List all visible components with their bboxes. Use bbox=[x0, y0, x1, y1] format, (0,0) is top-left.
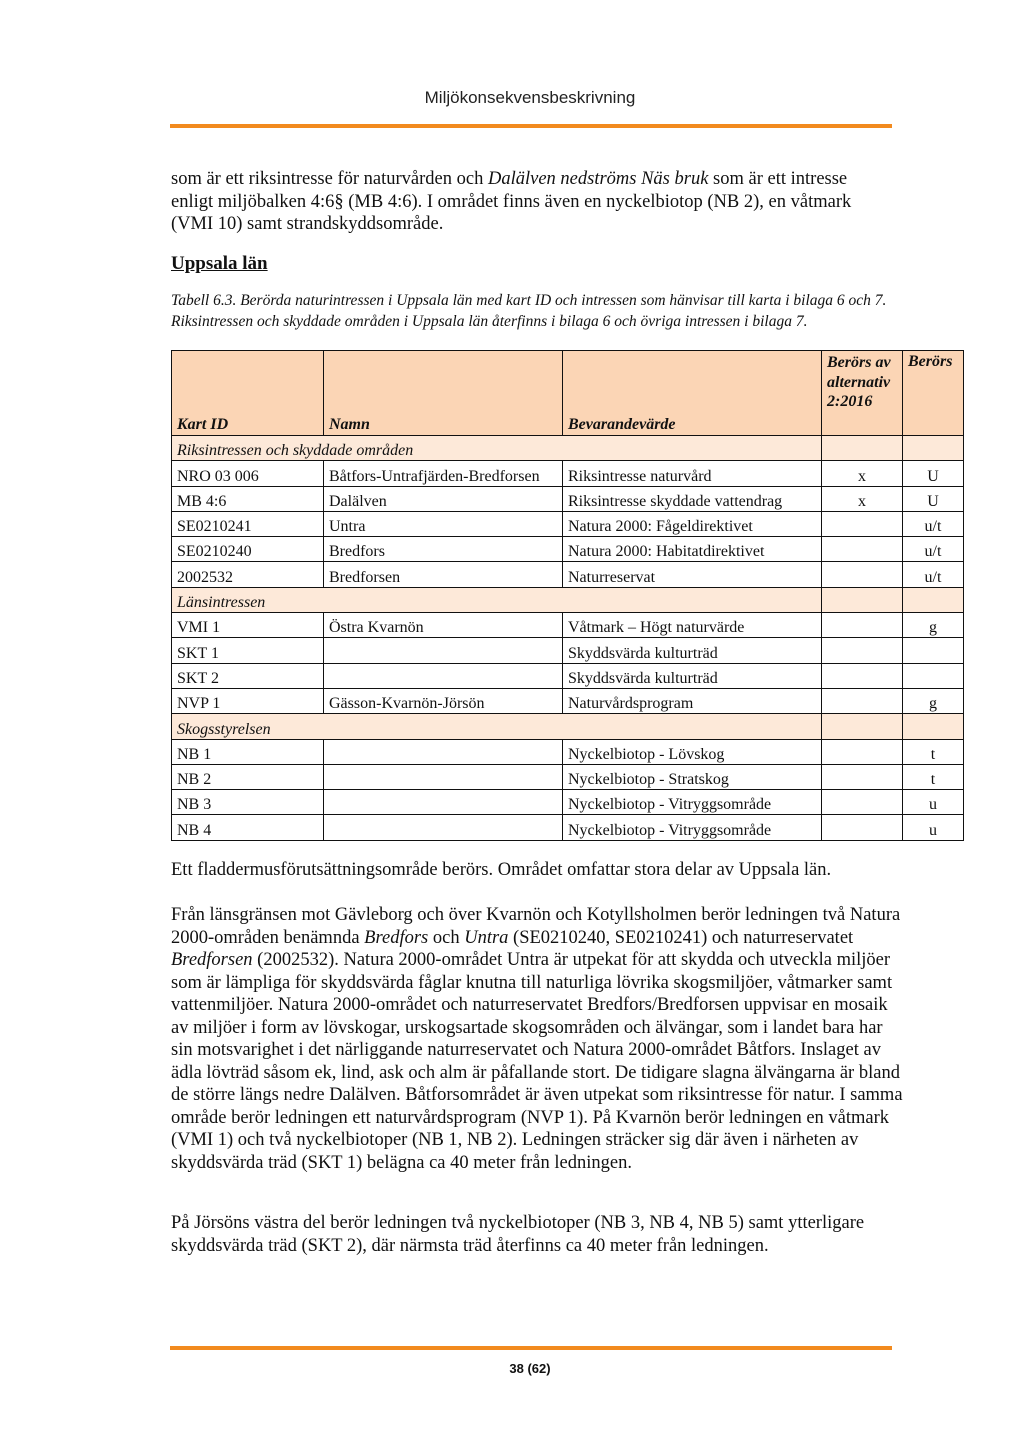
cell-kart-id: NVP 1 bbox=[172, 688, 324, 713]
paragraph-text: (2002532). Natura 2000-området Untra är utpekat för att skydda och utveckla miljöer som är lämpliga för skyddsvärda fåglar knutna till naturliga lövrika skogsmiljöer, våtmarker samt vattenmiljöer. Natura 2000-området och naturreservatet Bredfors/Bredforsen uppvisar en mosaik av miljöer i form av lövskogar, urskogsartade skogsområden och älvängar, som i landet bara har sin motsvarighet i det närliggande naturreservatet och Natura 2000-området Båtfors. Inslaget av ädla lövträd såsom ek, lind, ask och alm är påfallande stort. De tidigare slagna älvängarna är bland de större längs nedre Dalälven. Båtforsområdet är även utpekat som riksintresse för natur. I samma område berör ledningen ett naturvårdsprogram (NVP 1). På Kvarnön berör ledningen en våtmark (VMI 1) och två nyckelbiotoper (NB 1, NB 2). Ledningen sträcker sig där även i närheten av skyddsvärda träd (SKT 1) belägna ca 40 meter från ledningen. bbox=[171, 950, 903, 1173]
italic-name: Bredfors bbox=[364, 927, 429, 948]
cell-berors-alternativ bbox=[822, 663, 903, 688]
intro-text-1: som är ett riksintresse för naturvården och bbox=[171, 169, 488, 189]
cell-berors-alternativ bbox=[822, 764, 903, 789]
paragraph-text: På Jörsöns västra del berör ledningen två nyckelbiotoper (NB 3, NB 4, NB 5) samt ytterligare skyddsvärda träd (SKT 2), där närmsta träd återfinns ca 40 meter från ledningen. bbox=[171, 1213, 865, 1256]
cell-berors: u/t bbox=[903, 511, 964, 536]
cell-kart-id: SE0210240 bbox=[172, 537, 324, 562]
natural-interests-table bbox=[171, 350, 964, 841]
cell-berors: g bbox=[903, 613, 964, 638]
footer-rule bbox=[170, 1346, 892, 1350]
cell-berors: u/t bbox=[903, 537, 964, 562]
cell-kart-id: NRO 03 006 bbox=[172, 461, 324, 486]
cell-namn: Bredfors bbox=[324, 537, 563, 562]
cell-bevarandevarde: Naturreservat bbox=[563, 562, 822, 587]
cell-bevarandevarde: Skyddsvärda kulturträd bbox=[563, 663, 822, 688]
cell-bevarandevarde: Nyckelbiotop - Vitryggsområde bbox=[563, 815, 822, 840]
table-header-row bbox=[172, 351, 964, 436]
cell-berors: t bbox=[903, 739, 964, 764]
body-paragraph bbox=[171, 904, 906, 1174]
table-row bbox=[172, 511, 964, 536]
group-label: Riksintressen och skyddade områden bbox=[172, 436, 822, 461]
cell-kart-id: 2002532 bbox=[172, 562, 324, 587]
cell-namn bbox=[324, 815, 563, 840]
cell-berors: U bbox=[903, 461, 964, 486]
table-row bbox=[172, 537, 964, 562]
intro-paragraph bbox=[171, 168, 891, 236]
cell-berors: u bbox=[903, 815, 964, 840]
cell-kart-id: SE0210241 bbox=[172, 511, 324, 536]
cell-bevarandevarde: Natura 2000: Habitatdirektivet bbox=[563, 537, 822, 562]
cell-bevarandevarde: Natura 2000: Fågeldirektivet bbox=[563, 511, 822, 536]
group-row bbox=[172, 587, 964, 612]
cell-berors-alternativ bbox=[822, 790, 903, 815]
table-row bbox=[172, 739, 964, 764]
paragraph-text: Ett fladdermusförutsättningsområde berörs. Området omfattar stora delar av Uppsala län. bbox=[171, 860, 832, 880]
cell-berors-alternativ bbox=[822, 688, 903, 713]
cell-kart-id: VMI 1 bbox=[172, 613, 324, 638]
cell-namn: Gässon-Kvarnön-Jörsön bbox=[324, 688, 563, 713]
table-row bbox=[172, 562, 964, 587]
table-row bbox=[172, 688, 964, 713]
cell-namn bbox=[324, 638, 563, 663]
table-row bbox=[172, 461, 964, 486]
cell-namn: Östra Kvarnön bbox=[324, 613, 563, 638]
cell-berors-alternativ: x bbox=[822, 486, 903, 511]
italic-name: Untra bbox=[464, 927, 509, 948]
column-header-kart-id: Kart ID bbox=[172, 351, 324, 436]
cell-bevarandevarde: Skyddsvärda kulturträd bbox=[563, 638, 822, 663]
body-paragraph bbox=[171, 1212, 906, 1257]
table-row bbox=[172, 764, 964, 789]
cell-kart-id: NB 2 bbox=[172, 764, 324, 789]
cell-bevarandevarde: Nyckelbiotop - Vitryggsområde bbox=[563, 790, 822, 815]
column-header-berors: Berörs bbox=[903, 351, 964, 436]
cell-namn bbox=[324, 663, 563, 688]
cell-bevarandevarde: Våtmark – Högt naturvärde bbox=[563, 613, 822, 638]
group-row bbox=[172, 436, 964, 461]
cell-namn: Untra bbox=[324, 511, 563, 536]
cell-berors: g bbox=[903, 688, 964, 713]
column-header-namn: Namn bbox=[324, 351, 563, 436]
cell-namn: Bredforsen bbox=[324, 562, 563, 587]
italic-name: Bredforsen bbox=[171, 950, 253, 970]
cell-berors-alternativ bbox=[822, 638, 903, 663]
group-label: Länsintressen bbox=[172, 587, 822, 612]
cell-berors bbox=[903, 663, 964, 688]
cell-bevarandevarde: Riksintresse skyddade vattendrag bbox=[563, 486, 822, 511]
cell-berors: U bbox=[903, 486, 964, 511]
paragraph-text: Från länsgränsen mot Gävleborg och över Kvarnön och Kotyllsholmen berör ledningen två Natura 2000-områden benämnda bbox=[171, 905, 901, 948]
table-row bbox=[172, 638, 964, 663]
cell-kart-id: NB 1 bbox=[172, 739, 324, 764]
cell-bevarandevarde: Riksintresse naturvård bbox=[563, 461, 822, 486]
body-paragraph bbox=[171, 859, 906, 882]
group-label: Skogsstyrelsen bbox=[172, 714, 822, 739]
cell-kart-id: NB 4 bbox=[172, 815, 324, 840]
group-row bbox=[172, 714, 964, 739]
table-row bbox=[172, 815, 964, 840]
cell-kart-id: MB 4:6 bbox=[172, 486, 324, 511]
cell-bevarandevarde: Nyckelbiotop - Stratskog bbox=[563, 764, 822, 789]
intro-text-2: som är ett intresse enligt miljöbalken 4:6§ (MB 4:6). I området finns även en nyckelbiotop (NB 2), en våtmark (VMI 10) samt strandskyddsområde. bbox=[171, 169, 852, 234]
cell-namn bbox=[324, 790, 563, 815]
cell-kart-id: NB 3 bbox=[172, 790, 324, 815]
document-header-title: Miljökonsekvensbeskrivning bbox=[424, 88, 636, 107]
cell-bevarandevarde: Naturvårdsprogram bbox=[563, 688, 822, 713]
intro-italic-text: Dalälven nedströms Näs bruk bbox=[487, 169, 709, 189]
cell-berors-alternativ bbox=[822, 511, 903, 536]
column-header-bevarandevarde: Bevarandevärde bbox=[563, 351, 822, 436]
paragraph-text: (SE0210240, SE0210241) och naturreservatet bbox=[508, 927, 854, 948]
cell-berors-alternativ bbox=[822, 537, 903, 562]
section-heading: Uppsala län bbox=[171, 253, 268, 274]
cell-berors-alternativ: x bbox=[822, 461, 903, 486]
cell-namn: Båtfors-Untrafjärden-Bredforsen bbox=[324, 461, 563, 486]
table-row bbox=[172, 613, 964, 638]
table-row bbox=[172, 790, 964, 815]
table-row bbox=[172, 663, 964, 688]
cell-berors-alternativ bbox=[822, 815, 903, 840]
column-header-berors-alternativ: Berörs av alternativ 2:2016 bbox=[822, 351, 903, 436]
cell-kart-id: SKT 2 bbox=[172, 663, 324, 688]
paragraph-text: och bbox=[428, 927, 465, 948]
cell-berors-alternativ bbox=[822, 562, 903, 587]
table-row bbox=[172, 486, 964, 511]
header-rule bbox=[170, 124, 892, 128]
cell-namn: Dalälven bbox=[324, 486, 563, 511]
cell-berors-alternativ bbox=[822, 613, 903, 638]
page-number: 38 (62) bbox=[509, 1361, 551, 1376]
cell-bevarandevarde: Nyckelbiotop - Lövskog bbox=[563, 739, 822, 764]
cell-kart-id: SKT 1 bbox=[172, 638, 324, 663]
cell-berors: u bbox=[903, 790, 964, 815]
table-caption: Tabell 6.3. Berörda naturintressen i Uppsala län med kart ID och intressen som hänvisar till karta i bilaga 6 och 7. Riksintressen och skyddade områden i Uppsala län återfinns i bilaga 6 och övriga intressen i bilaga 7. bbox=[171, 292, 887, 330]
cell-namn bbox=[324, 764, 563, 789]
cell-namn bbox=[324, 739, 563, 764]
cell-berors: t bbox=[903, 764, 964, 789]
cell-berors-alternativ bbox=[822, 739, 903, 764]
cell-berors bbox=[903, 638, 964, 663]
cell-berors: u/t bbox=[903, 562, 964, 587]
